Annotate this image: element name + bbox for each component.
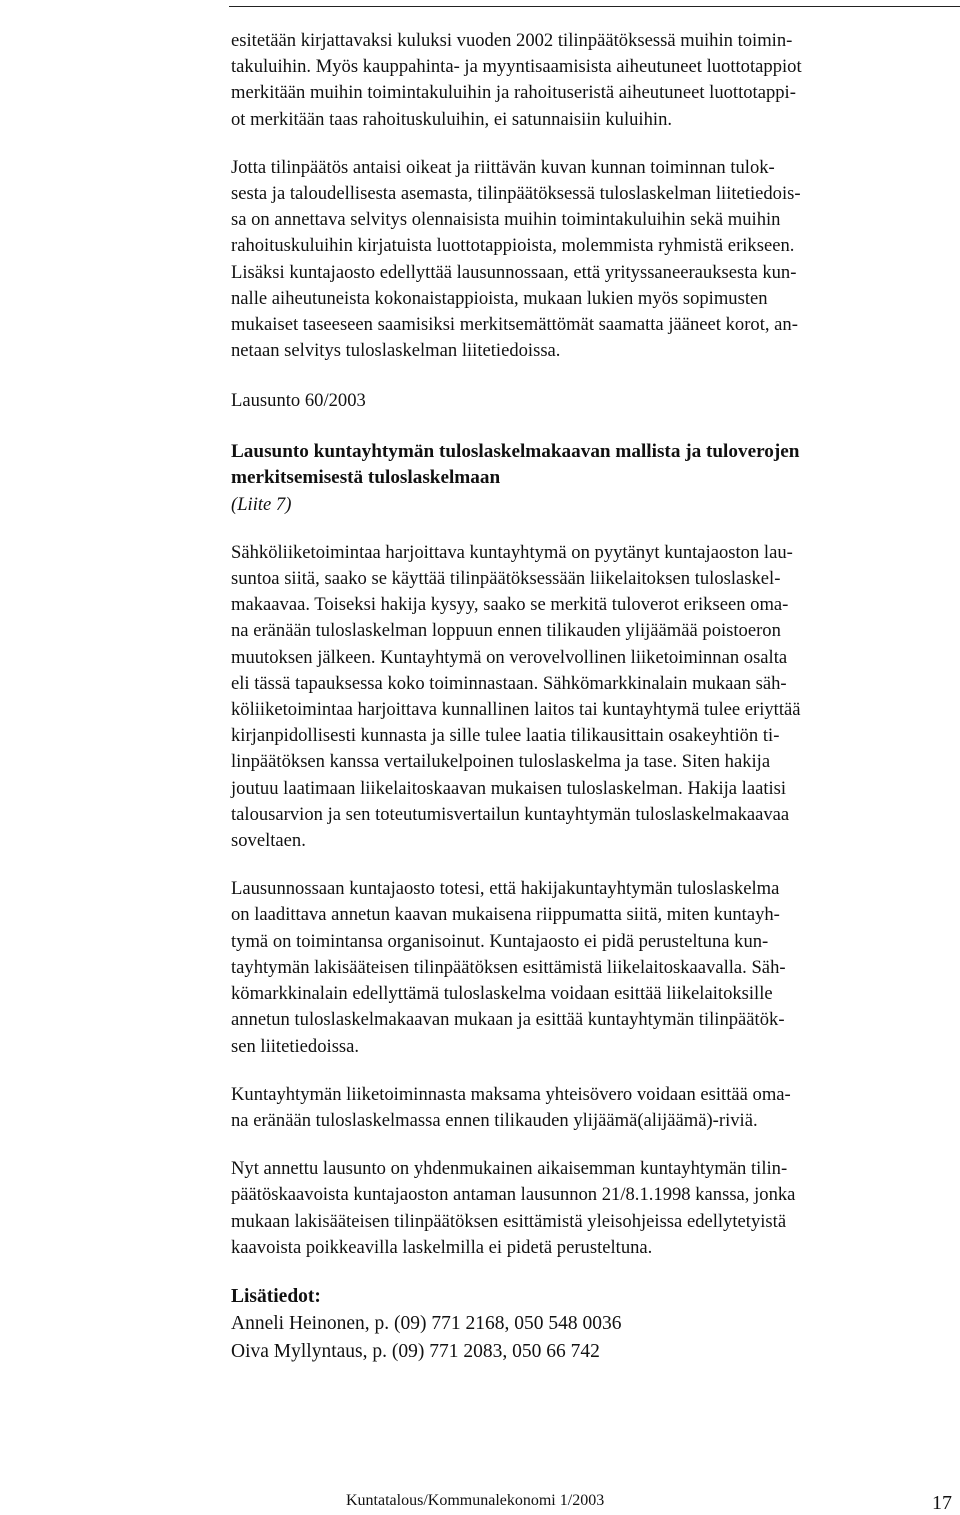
document-page bbox=[231, 28, 955, 1387]
statement-heading-line: merkitsemisestä tuloslaskelmaan bbox=[231, 467, 501, 489]
paragraph-intro-continuation bbox=[231, 28, 955, 133]
text-line: kömarkkinalain edellyttämä tuloslaskelma voidaan esittää liikelaitoksille bbox=[231, 983, 773, 1005]
text-line: sesta ja taloudellisesta asemasta, tilinpäätöksessä tuloslaskelman liitetiedois- bbox=[231, 183, 801, 205]
text-line: Kuntayhtymän liiketoiminnasta maksama yhteisövero voidaan esittää oma- bbox=[231, 1083, 791, 1105]
contact-person: Oiva Myllyntaus, p. (09) 771 2083, 050 66 742 bbox=[231, 1340, 600, 1362]
paragraph-consistency bbox=[231, 1156, 955, 1261]
text-line: köliiketoimintaa harjoittava kunnallinen laitos tai kuntayhtymä tulee eriyttää bbox=[231, 699, 801, 721]
text-line: takuluihin. Myös kauppahinta- ja myyntisaamisista aiheutuneet luottotappiot bbox=[231, 56, 802, 78]
attachment-reference: (Liite 7) bbox=[231, 493, 292, 515]
text-line: linpäätöksen kanssa vertailukelpoinen tuloslaskelma ja tase. Siten hakija bbox=[231, 751, 771, 773]
journal-name: Kuntatalous/Kommunalekonomi 1/2003 bbox=[346, 1492, 605, 1509]
text-line: kaavoista poikkeavilla laskelmilla ei pidetä perusteltuna. bbox=[231, 1236, 653, 1258]
text-line: nalle aiheutuneista kokonaistappioista, mukaan lukien myös sopimusten bbox=[231, 287, 768, 309]
text-line: ot merkitään taas rahoituskuluihin, ei satunnaisiin kuluihin. bbox=[231, 108, 673, 130]
text-line: annetun tuloslaskelmakaavan mukaan ja esittää kuntayhtymän tilinpäätök- bbox=[231, 1009, 785, 1031]
text-line: esitetään kirjattavaksi kuluksi vuoden 2002 tilinpäätöksessä muihin toimin- bbox=[231, 30, 793, 51]
top-rule bbox=[229, 6, 960, 7]
text-line: joutuu laatimaan liikelaitoskaavan mukaisen tuloslaskelman. Hakija laatisi bbox=[231, 777, 787, 799]
text-line: makaavaa. Toiseksi hakija kysyy, saako se merkitä tuloverot erikseen oma- bbox=[231, 594, 789, 616]
text-line: mukaan lakisääteisen tilinpäätöksen esittämistä yleisohjeissa edellytetyistä bbox=[231, 1210, 787, 1232]
text-line: tayhtymän lakisääteisen tilinpäätöksen esittämistä liikelaitoskaavalla. Säh- bbox=[231, 956, 786, 978]
page-footer bbox=[346, 1492, 960, 1514]
statement-heading-line: Lausunto kuntayhtymän tuloslaskelmakaavan mallista ja tuloverojen bbox=[231, 440, 800, 462]
text-line: tymä on toimintansa organisoinut. Kuntajaosto ei pidä perusteltuna kun- bbox=[231, 930, 769, 952]
text-line: Lausunnossaan kuntajaosto totesi, että hakijakuntayhtymän tuloslaskelma bbox=[231, 878, 780, 900]
text-line: on laadittava annetun kaavan mukaisena riippumatta siitä, miten kuntayh- bbox=[231, 904, 780, 926]
text-line: netaan selvitys tuloslaskelman liitetiedoissa. bbox=[231, 340, 561, 362]
text-line: talousarvion ja sen toteutumisvertailun kuntayhtymän tuloslaskelmakaavaa bbox=[231, 803, 790, 825]
text-line: soveltaen. bbox=[231, 830, 306, 852]
text-line: Nyt annettu lausunto on yhdenmukainen aikaisemman kuntayhtymän tilin- bbox=[231, 1158, 788, 1180]
paragraph-decision bbox=[231, 876, 955, 1059]
text-line: päätöskaavoista kuntajaoston antaman lausunnon 21/8.1.1998 kanssa, jonka bbox=[231, 1184, 796, 1206]
statement-heading-block bbox=[231, 439, 955, 518]
contact-info bbox=[231, 1283, 955, 1366]
text-line: suntoa siitä, saako se käyttää tilinpäätöksessään liikelaitoksen tuloslaskel- bbox=[231, 568, 781, 590]
text-line: kirjanpidollisesti kunnasta ja sille tulee laatia tilikausittain osakeyhtiön ti- bbox=[231, 725, 780, 747]
text-line: muutoksen jälkeen. Kuntayhtymä on verovelvollinen liiketoiminnan osalta bbox=[231, 646, 788, 668]
text-line: mukaiset taseeseen saamisiksi merkitsemättömät saamatta jääneet korot, an- bbox=[231, 314, 798, 336]
paragraph-tax bbox=[231, 1082, 955, 1134]
text-line: Sähköliiketoimintaa harjoittava kuntayhtymä on pyytänyt kuntajaoston lau- bbox=[231, 541, 793, 563]
contact-heading: Lisätiedot: bbox=[231, 1285, 321, 1307]
statement-number: Lausunto 60/2003 bbox=[231, 390, 366, 412]
paragraph-request bbox=[231, 540, 955, 854]
text-line: rahoituskuluihin kirjatuista luottotappioista, molemmista ryhmistä erikseen. bbox=[231, 235, 795, 257]
text-line: Lisäksi kuntajaosto edellyttää lausunnossaan, että yrityssaneerauksesta kun- bbox=[231, 261, 797, 283]
contact-person: Anneli Heinonen, p. (09) 771 2168, 050 548 0036 bbox=[231, 1313, 622, 1335]
text-line: eli tässä tapauksessa koko toiminnastaan. Sähkömarkkinalain mukaan säh- bbox=[231, 672, 787, 694]
text-line: na eränään tuloslaskelman loppuun ennen tilikauden ylijäämää poistoeron bbox=[231, 620, 781, 642]
text-line: na eränään tuloslaskelmassa ennen tilikauden ylijäämä(alijäämä)-riviä. bbox=[231, 1109, 758, 1131]
text-line: sa on annettava selvitys olennaisista muihin toimintakuluihin sekä muihin bbox=[231, 209, 781, 231]
page-number: 17 bbox=[932, 1492, 952, 1514]
text-line: sen liitetiedoissa. bbox=[231, 1035, 360, 1057]
paragraph-disclosure bbox=[231, 155, 955, 365]
text-line: Jotta tilinpäätös antaisi oikeat ja riittävän kuvan kunnan toiminnan tulok- bbox=[231, 156, 775, 178]
text-line: merkitään muihin toimintakuluihin ja rahoituseristä aiheutuneet luottotappi- bbox=[231, 82, 796, 104]
